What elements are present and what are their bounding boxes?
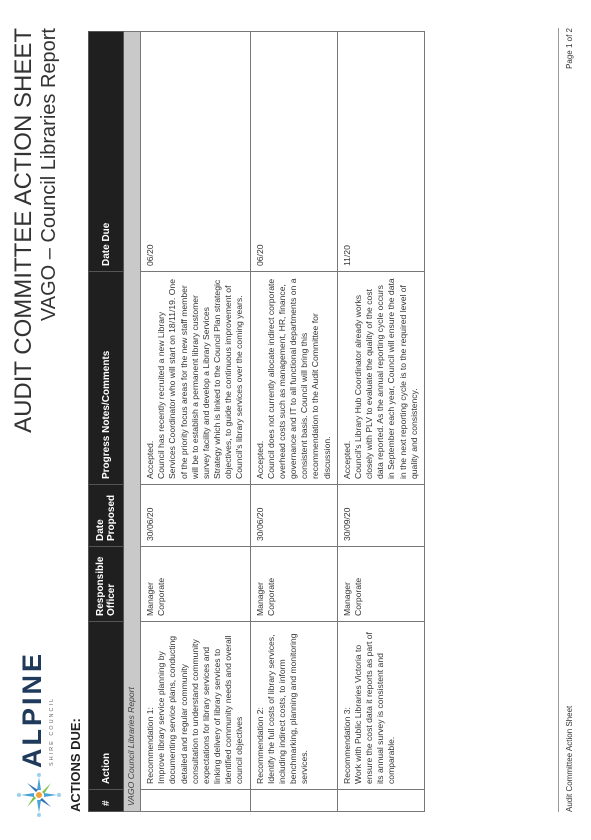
col-header-officer: Responsible Officer (89, 547, 124, 622)
col-header-progress: Progress Notes/Comments (89, 272, 124, 485)
footer-divider (558, 28, 559, 812)
snowflake-logo-icon (16, 772, 62, 818)
date-proposed-cell: 30/06/20 (250, 485, 337, 547)
row-number (250, 790, 337, 812)
actions-table (88, 31, 425, 812)
progress-title: Accepted. (341, 440, 352, 479)
progress-text: Council does not currently allocate indirect corporate overhead costs such as management, HR, finance, governance and IT to all functional departments on a consistent basis. Council will bring this recommendation to the Audit Committee for discussion. (265, 278, 332, 479)
table-row (250, 32, 337, 812)
group-row (124, 32, 141, 812)
action-title: Recommendation 3: (341, 707, 352, 784)
progress-cell (141, 272, 251, 485)
document-title: AUDIT COMMITTEE ACTION SHEET (10, 28, 37, 433)
action-cell (141, 622, 251, 790)
col-header-number: # (89, 790, 124, 812)
action-title: Recommendation 1: (145, 707, 155, 784)
action-text: Work with Public Libraries Victoria to ensure the cost data it reports as part of its annual survey is consistent and comparable. (352, 632, 397, 784)
date-proposed-cell: 30/06/20 (141, 485, 251, 547)
logo-wordmark: ALPINE (17, 650, 47, 768)
action-cell (250, 622, 337, 790)
action-cell (337, 622, 424, 790)
col-header-date-proposed: Date Proposed (89, 485, 124, 547)
row-number (141, 790, 251, 812)
date-due-cell: 06/20 (250, 32, 337, 272)
col-header-date-due: Date Due (89, 32, 124, 272)
progress-cell (250, 272, 337, 485)
table-row (141, 32, 251, 812)
progress-text: Council's Library Hub Coordinator already works closely with PLV to evaluate the quality of the cost data reported. As the annual reporting cycle occurs in September each year, Council will ensure the data in the next reporting cycle is to the required level of quality and consistency. (352, 278, 419, 479)
action-text: Identify the full costs of library services, including indirect costs, to inform benchmarking, planning and monitoring services. (265, 633, 310, 784)
date-proposed-cell: 30/09/20 (337, 485, 424, 547)
progress-title: Accepted. (254, 440, 265, 479)
page-number: Page 1 of 2 (565, 28, 574, 69)
officer-cell: Manager Corporate (141, 547, 251, 622)
officer-cell: Manager Corporate (337, 547, 424, 622)
action-title: Recommendation 2: (254, 707, 265, 784)
date-due-cell: 11/20 (337, 32, 424, 272)
table-header-row (89, 32, 124, 812)
col-header-action: Action (89, 622, 124, 790)
row-number (337, 790, 424, 812)
action-text: Improve library service planning by documenting service plans, conducting detailed and regular community consultation to understand community expectations for library services and linking delivery of library services to identified community needs and overall council objectives (156, 635, 245, 784)
footer-title: Audit Committee Action Sheet (565, 705, 574, 812)
officer-cell: Manager Corporate (250, 547, 337, 622)
logo-subtitle: SHIRE COUNCIL (49, 696, 55, 766)
progress-title: Accepted. (145, 440, 155, 479)
table-row (337, 32, 424, 812)
document-subtitle: VAGO – Council Libraries Report (38, 28, 60, 322)
section-heading: ACTIONS DUE: (68, 718, 83, 812)
date-due-cell: 06/20 (141, 32, 251, 272)
alpine-shire-logo (16, 650, 64, 818)
progress-cell (337, 272, 424, 485)
group-label: VAGO Council Libraries Report (124, 32, 141, 812)
progress-text: Council has recently recruited a new Library Services Coordinator who will start on 18/11/19. One of the priority focus areas for the new staff member will be to establish a permanent library customer survey facility and develop a Library Services Strategy which is linked to the Council Plan strategic objectives, to guide the continuous improvement of Council's library services over the coming years. (156, 279, 245, 479)
